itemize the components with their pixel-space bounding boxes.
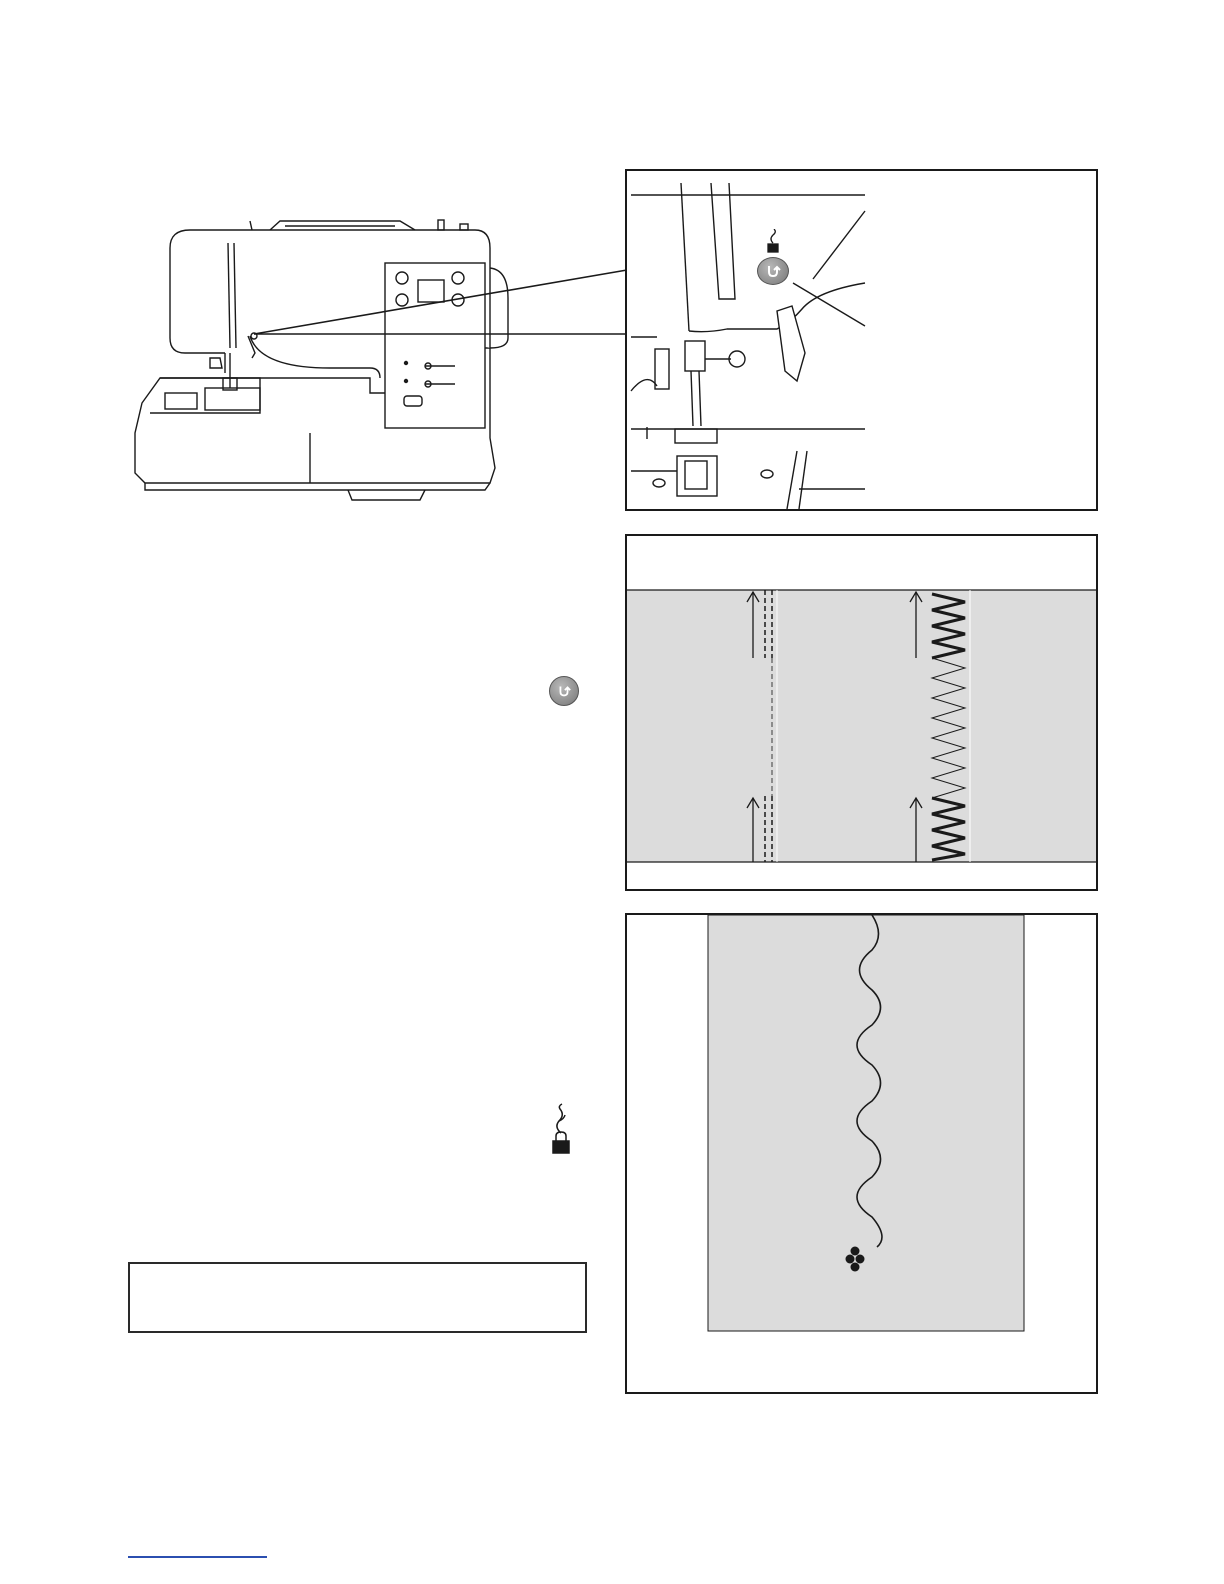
reverse-stitch-icon <box>556 683 572 699</box>
lock-stitch-icon <box>765 229 781 253</box>
footer-link[interactable] <box>128 1556 267 1558</box>
note-box <box>128 1262 587 1333</box>
sewing-machine-illustration <box>130 218 630 508</box>
reverse-stitch-button-inline <box>549 676 579 706</box>
reverse-stitch-icon <box>764 262 782 280</box>
reverse-stitch-button[interactable] <box>757 257 789 285</box>
closeup-figure <box>625 169 1098 511</box>
reverse-stitch-diagram <box>625 534 1098 891</box>
lock-stitch-diagram <box>625 913 1098 1394</box>
lock-stitch-icon <box>550 1103 572 1155</box>
callout-leader-lines <box>254 268 629 340</box>
